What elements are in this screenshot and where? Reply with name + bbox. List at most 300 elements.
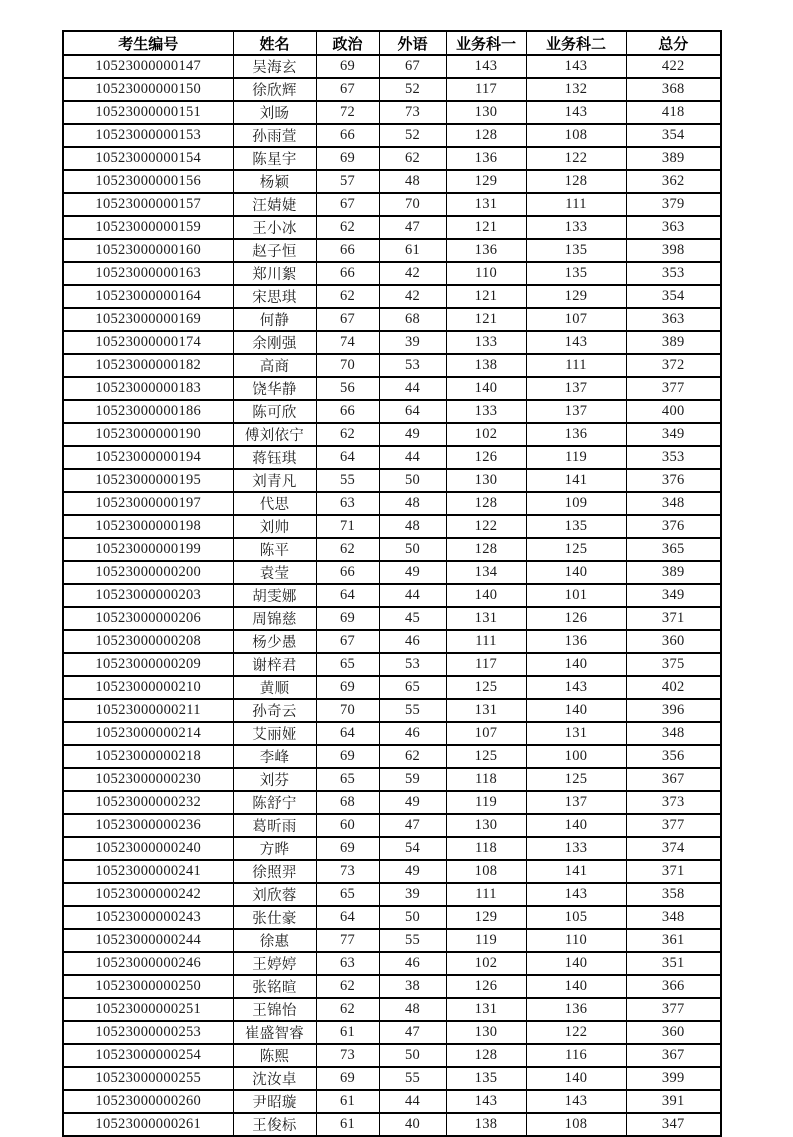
name-cell: 刘旸 <box>233 101 316 124</box>
candidate-id-cell: 10523000000169 <box>63 308 233 331</box>
politics-score-cell: 64 <box>316 446 379 469</box>
foreign-language-score-cell: 50 <box>379 538 446 561</box>
name-cell: 沈汝卓 <box>233 1067 316 1090</box>
name-cell: 郑川絮 <box>233 262 316 285</box>
table-row <box>63 170 721 193</box>
subject-two-score-cell: 129 <box>526 285 626 308</box>
subject-two-score-cell: 122 <box>526 147 626 170</box>
candidate-id-cell: 10523000000206 <box>63 607 233 630</box>
subject-one-score-cell: 140 <box>446 584 526 607</box>
total-score-cell: 422 <box>626 55 721 78</box>
column-header-subject-two: 业务科二 <box>526 31 626 55</box>
politics-score-cell: 74 <box>316 331 379 354</box>
table-row <box>63 975 721 998</box>
politics-score-cell: 60 <box>316 814 379 837</box>
subject-two-score-cell: 137 <box>526 377 626 400</box>
name-cell: 饶华静 <box>233 377 316 400</box>
candidate-id-cell: 10523000000255 <box>63 1067 233 1090</box>
politics-score-cell: 62 <box>316 216 379 239</box>
candidate-id-cell: 10523000000210 <box>63 676 233 699</box>
foreign-language-score-cell: 50 <box>379 906 446 929</box>
table-header <box>63 31 721 55</box>
subject-one-score-cell: 128 <box>446 124 526 147</box>
foreign-language-score-cell: 47 <box>379 814 446 837</box>
politics-score-cell: 69 <box>316 147 379 170</box>
subject-two-score-cell: 140 <box>526 814 626 837</box>
candidate-id-cell: 10523000000211 <box>63 699 233 722</box>
total-score-cell: 348 <box>626 492 721 515</box>
candidate-id-cell: 10523000000150 <box>63 78 233 101</box>
total-score-cell: 379 <box>626 193 721 216</box>
total-score-cell: 396 <box>626 699 721 722</box>
subject-two-score-cell: 107 <box>526 308 626 331</box>
name-cell: 何静 <box>233 308 316 331</box>
politics-score-cell: 66 <box>316 262 379 285</box>
name-cell: 宋思琪 <box>233 285 316 308</box>
total-score-cell: 365 <box>626 538 721 561</box>
candidate-id-cell: 10523000000250 <box>63 975 233 998</box>
subject-two-score-cell: 119 <box>526 446 626 469</box>
foreign-language-score-cell: 49 <box>379 791 446 814</box>
subject-two-score-cell: 136 <box>526 423 626 446</box>
foreign-language-score-cell: 49 <box>379 860 446 883</box>
politics-score-cell: 64 <box>316 722 379 745</box>
subject-one-score-cell: 135 <box>446 1067 526 1090</box>
table-row <box>63 239 721 262</box>
total-score-cell: 360 <box>626 1021 721 1044</box>
name-cell: 胡雯娜 <box>233 584 316 607</box>
total-score-cell: 366 <box>626 975 721 998</box>
subject-two-score-cell: 125 <box>526 768 626 791</box>
politics-score-cell: 73 <box>316 1044 379 1067</box>
column-header-politics: 政治 <box>316 31 379 55</box>
subject-one-score-cell: 130 <box>446 101 526 124</box>
candidate-id-cell: 10523000000160 <box>63 239 233 262</box>
column-header-name: 姓名 <box>233 31 316 55</box>
politics-score-cell: 62 <box>316 423 379 446</box>
subject-one-score-cell: 108 <box>446 860 526 883</box>
subject-two-score-cell: 109 <box>526 492 626 515</box>
total-score-cell: 376 <box>626 515 721 538</box>
total-score-cell: 367 <box>626 768 721 791</box>
subject-one-score-cell: 121 <box>446 216 526 239</box>
total-score-cell: 349 <box>626 423 721 446</box>
table-row <box>63 147 721 170</box>
name-cell: 方晔 <box>233 837 316 860</box>
column-header-subject-one: 业务科一 <box>446 31 526 55</box>
subject-one-score-cell: 119 <box>446 929 526 952</box>
politics-score-cell: 63 <box>316 952 379 975</box>
table-row <box>63 101 721 124</box>
subject-two-score-cell: 108 <box>526 124 626 147</box>
subject-two-score-cell: 108 <box>526 1113 626 1136</box>
politics-score-cell: 62 <box>316 975 379 998</box>
subject-two-score-cell: 143 <box>526 1090 626 1113</box>
name-cell: 徐照羿 <box>233 860 316 883</box>
table-row <box>63 515 721 538</box>
subject-one-score-cell: 131 <box>446 699 526 722</box>
foreign-language-score-cell: 48 <box>379 998 446 1021</box>
foreign-language-score-cell: 48 <box>379 170 446 193</box>
foreign-language-score-cell: 45 <box>379 607 446 630</box>
foreign-language-score-cell: 46 <box>379 952 446 975</box>
candidate-id-cell: 10523000000199 <box>63 538 233 561</box>
name-cell: 周锦慈 <box>233 607 316 630</box>
foreign-language-score-cell: 67 <box>379 55 446 78</box>
name-cell: 孙雨萱 <box>233 124 316 147</box>
table-row <box>63 860 721 883</box>
table-row <box>63 78 721 101</box>
subject-one-score-cell: 130 <box>446 1021 526 1044</box>
candidate-id-cell: 10523000000253 <box>63 1021 233 1044</box>
total-score-cell: 373 <box>626 791 721 814</box>
table-row <box>63 584 721 607</box>
total-score-cell: 358 <box>626 883 721 906</box>
politics-score-cell: 69 <box>316 837 379 860</box>
subject-two-score-cell: 133 <box>526 216 626 239</box>
politics-score-cell: 70 <box>316 354 379 377</box>
table-row <box>63 1021 721 1044</box>
subject-two-score-cell: 101 <box>526 584 626 607</box>
total-score-cell: 363 <box>626 216 721 239</box>
candidate-id-cell: 10523000000190 <box>63 423 233 446</box>
politics-score-cell: 61 <box>316 1113 379 1136</box>
politics-score-cell: 68 <box>316 791 379 814</box>
name-cell: 陈舒宁 <box>233 791 316 814</box>
candidate-id-cell: 10523000000246 <box>63 952 233 975</box>
table-row <box>63 998 721 1021</box>
politics-score-cell: 66 <box>316 400 379 423</box>
total-score-cell: 347 <box>626 1113 721 1136</box>
subject-one-score-cell: 131 <box>446 998 526 1021</box>
name-cell: 徐欣辉 <box>233 78 316 101</box>
foreign-language-score-cell: 52 <box>379 78 446 101</box>
name-cell: 崔盛智睿 <box>233 1021 316 1044</box>
total-score-cell: 354 <box>626 124 721 147</box>
candidate-id-cell: 10523000000209 <box>63 653 233 676</box>
subject-two-score-cell: 143 <box>526 55 626 78</box>
subject-one-score-cell: 117 <box>446 78 526 101</box>
total-score-cell: 371 <box>626 860 721 883</box>
politics-score-cell: 62 <box>316 285 379 308</box>
name-cell: 余刚强 <box>233 331 316 354</box>
subject-two-score-cell: 137 <box>526 791 626 814</box>
candidate-id-cell: 10523000000203 <box>63 584 233 607</box>
table-row <box>63 676 721 699</box>
subject-two-score-cell: 128 <box>526 170 626 193</box>
candidate-id-cell: 10523000000194 <box>63 446 233 469</box>
total-score-cell: 360 <box>626 630 721 653</box>
foreign-language-score-cell: 64 <box>379 400 446 423</box>
subject-two-score-cell: 137 <box>526 400 626 423</box>
total-score-cell: 377 <box>626 377 721 400</box>
subject-one-score-cell: 133 <box>446 400 526 423</box>
name-cell: 葛昕雨 <box>233 814 316 837</box>
foreign-language-score-cell: 47 <box>379 216 446 239</box>
total-score-cell: 374 <box>626 837 721 860</box>
name-cell: 黄顺 <box>233 676 316 699</box>
foreign-language-score-cell: 73 <box>379 101 446 124</box>
foreign-language-score-cell: 62 <box>379 147 446 170</box>
subject-one-score-cell: 136 <box>446 239 526 262</box>
name-cell: 徐惠 <box>233 929 316 952</box>
total-score-cell: 348 <box>626 722 721 745</box>
subject-two-score-cell: 140 <box>526 975 626 998</box>
subject-one-score-cell: 111 <box>446 883 526 906</box>
subject-one-score-cell: 118 <box>446 768 526 791</box>
foreign-language-score-cell: 44 <box>379 446 446 469</box>
subject-one-score-cell: 129 <box>446 906 526 929</box>
name-cell: 陈星宇 <box>233 147 316 170</box>
subject-one-score-cell: 130 <box>446 469 526 492</box>
subject-one-score-cell: 102 <box>446 423 526 446</box>
score-table <box>62 30 722 1137</box>
candidate-id-cell: 10523000000200 <box>63 561 233 584</box>
subject-one-score-cell: 128 <box>446 492 526 515</box>
subject-two-score-cell: 133 <box>526 837 626 860</box>
candidate-id-cell: 10523000000240 <box>63 837 233 860</box>
politics-score-cell: 66 <box>316 124 379 147</box>
politics-score-cell: 69 <box>316 1067 379 1090</box>
total-score-cell: 376 <box>626 469 721 492</box>
candidate-id-cell: 10523000000163 <box>63 262 233 285</box>
foreign-language-score-cell: 42 <box>379 262 446 285</box>
table-row <box>63 124 721 147</box>
subject-one-score-cell: 128 <box>446 1044 526 1067</box>
table-row <box>63 1044 721 1067</box>
total-score-cell: 398 <box>626 239 721 262</box>
candidate-id-cell: 10523000000159 <box>63 216 233 239</box>
politics-score-cell: 72 <box>316 101 379 124</box>
name-cell: 汪婧婕 <box>233 193 316 216</box>
subject-one-score-cell: 107 <box>446 722 526 745</box>
table-row <box>63 745 721 768</box>
candidate-id-cell: 10523000000254 <box>63 1044 233 1067</box>
candidate-id-cell: 10523000000208 <box>63 630 233 653</box>
table-row <box>63 607 721 630</box>
name-cell: 李峰 <box>233 745 316 768</box>
candidate-id-cell: 10523000000198 <box>63 515 233 538</box>
candidate-id-cell: 10523000000195 <box>63 469 233 492</box>
total-score-cell: 354 <box>626 285 721 308</box>
subject-two-score-cell: 143 <box>526 331 626 354</box>
table-row <box>63 837 721 860</box>
name-cell: 王小冰 <box>233 216 316 239</box>
table-row <box>63 308 721 331</box>
subject-one-score-cell: 122 <box>446 515 526 538</box>
candidate-id-cell: 10523000000186 <box>63 400 233 423</box>
subject-two-score-cell: 141 <box>526 469 626 492</box>
total-score-cell: 402 <box>626 676 721 699</box>
subject-one-score-cell: 129 <box>446 170 526 193</box>
politics-score-cell: 61 <box>316 1021 379 1044</box>
subject-two-score-cell: 135 <box>526 239 626 262</box>
foreign-language-score-cell: 70 <box>379 193 446 216</box>
total-score-cell: 389 <box>626 331 721 354</box>
candidate-id-cell: 10523000000261 <box>63 1113 233 1136</box>
candidate-id-cell: 10523000000147 <box>63 55 233 78</box>
subject-two-score-cell: 135 <box>526 515 626 538</box>
politics-score-cell: 77 <box>316 929 379 952</box>
total-score-cell: 377 <box>626 814 721 837</box>
name-cell: 张仕豪 <box>233 906 316 929</box>
table-row <box>63 216 721 239</box>
total-score-cell: 353 <box>626 446 721 469</box>
foreign-language-score-cell: 59 <box>379 768 446 791</box>
table-row <box>63 722 721 745</box>
name-cell: 张铭暄 <box>233 975 316 998</box>
name-cell: 刘欣蓉 <box>233 883 316 906</box>
foreign-language-score-cell: 39 <box>379 883 446 906</box>
subject-two-score-cell: 140 <box>526 952 626 975</box>
politics-score-cell: 65 <box>316 768 379 791</box>
candidate-id-cell: 10523000000243 <box>63 906 233 929</box>
table-row <box>63 400 721 423</box>
subject-one-score-cell: 131 <box>446 607 526 630</box>
subject-one-score-cell: 138 <box>446 1113 526 1136</box>
candidate-id-cell: 10523000000260 <box>63 1090 233 1113</box>
name-cell: 孙奇云 <box>233 699 316 722</box>
politics-score-cell: 62 <box>316 998 379 1021</box>
subject-two-score-cell: 136 <box>526 998 626 1021</box>
table-row <box>63 446 721 469</box>
total-score-cell: 372 <box>626 354 721 377</box>
foreign-language-score-cell: 44 <box>379 377 446 400</box>
politics-score-cell: 56 <box>316 377 379 400</box>
table-row <box>63 1090 721 1113</box>
table-row <box>63 906 721 929</box>
name-cell: 陈平 <box>233 538 316 561</box>
subject-one-score-cell: 126 <box>446 975 526 998</box>
total-score-cell: 377 <box>626 998 721 1021</box>
foreign-language-score-cell: 46 <box>379 722 446 745</box>
politics-score-cell: 64 <box>316 906 379 929</box>
total-score-cell: 399 <box>626 1067 721 1090</box>
table-row <box>63 929 721 952</box>
subject-one-score-cell: 125 <box>446 676 526 699</box>
total-score-cell: 371 <box>626 607 721 630</box>
foreign-language-score-cell: 48 <box>379 492 446 515</box>
foreign-language-score-cell: 65 <box>379 676 446 699</box>
total-score-cell: 351 <box>626 952 721 975</box>
total-score-cell: 349 <box>626 584 721 607</box>
politics-score-cell: 65 <box>316 653 379 676</box>
name-cell: 赵子恒 <box>233 239 316 262</box>
subject-two-score-cell: 143 <box>526 676 626 699</box>
table-row <box>63 561 721 584</box>
politics-score-cell: 55 <box>316 469 379 492</box>
total-score-cell: 367 <box>626 1044 721 1067</box>
subject-two-score-cell: 136 <box>526 630 626 653</box>
foreign-language-score-cell: 52 <box>379 124 446 147</box>
foreign-language-score-cell: 55 <box>379 929 446 952</box>
subject-two-score-cell: 111 <box>526 193 626 216</box>
candidate-id-cell: 10523000000232 <box>63 791 233 814</box>
name-cell: 陈可欣 <box>233 400 316 423</box>
foreign-language-score-cell: 53 <box>379 653 446 676</box>
table-row <box>63 262 721 285</box>
name-cell: 刘帅 <box>233 515 316 538</box>
foreign-language-score-cell: 44 <box>379 584 446 607</box>
column-header-foreign-language: 外语 <box>379 31 446 55</box>
politics-score-cell: 67 <box>316 308 379 331</box>
name-cell: 王婷婷 <box>233 952 316 975</box>
total-score-cell: 363 <box>626 308 721 331</box>
total-score-cell: 361 <box>626 929 721 952</box>
candidate-id-cell: 10523000000214 <box>63 722 233 745</box>
candidate-id-cell: 10523000000230 <box>63 768 233 791</box>
subject-one-score-cell: 130 <box>446 814 526 837</box>
subject-two-score-cell: 141 <box>526 860 626 883</box>
name-cell: 蒋钰琪 <box>233 446 316 469</box>
total-score-cell: 391 <box>626 1090 721 1113</box>
name-cell: 杨少愚 <box>233 630 316 653</box>
subject-two-score-cell: 135 <box>526 262 626 285</box>
candidate-id-cell: 10523000000244 <box>63 929 233 952</box>
name-cell: 艾丽娅 <box>233 722 316 745</box>
subject-two-score-cell: 125 <box>526 538 626 561</box>
subject-one-score-cell: 136 <box>446 147 526 170</box>
table-row <box>63 55 721 78</box>
subject-one-score-cell: 111 <box>446 630 526 653</box>
candidate-id-cell: 10523000000218 <box>63 745 233 768</box>
subject-one-score-cell: 121 <box>446 308 526 331</box>
foreign-language-score-cell: 48 <box>379 515 446 538</box>
name-cell: 傅刘依宁 <box>233 423 316 446</box>
politics-score-cell: 69 <box>316 607 379 630</box>
table-row <box>63 331 721 354</box>
politics-score-cell: 67 <box>316 630 379 653</box>
subject-one-score-cell: 131 <box>446 193 526 216</box>
subject-one-score-cell: 118 <box>446 837 526 860</box>
politics-score-cell: 61 <box>316 1090 379 1113</box>
name-cell: 谢梓君 <box>233 653 316 676</box>
table-row <box>63 630 721 653</box>
table-row <box>63 423 721 446</box>
politics-score-cell: 65 <box>316 883 379 906</box>
subject-one-score-cell: 140 <box>446 377 526 400</box>
subject-two-score-cell: 140 <box>526 653 626 676</box>
foreign-language-score-cell: 54 <box>379 837 446 860</box>
table-row <box>63 768 721 791</box>
subject-one-score-cell: 121 <box>446 285 526 308</box>
foreign-language-score-cell: 61 <box>379 239 446 262</box>
name-cell: 王锦怡 <box>233 998 316 1021</box>
subject-two-score-cell: 105 <box>526 906 626 929</box>
politics-score-cell: 73 <box>316 860 379 883</box>
table-row <box>63 377 721 400</box>
subject-one-score-cell: 117 <box>446 653 526 676</box>
subject-two-score-cell: 132 <box>526 78 626 101</box>
total-score-cell: 375 <box>626 653 721 676</box>
name-cell: 代思 <box>233 492 316 515</box>
foreign-language-score-cell: 49 <box>379 561 446 584</box>
subject-one-score-cell: 134 <box>446 561 526 584</box>
table-row <box>63 1067 721 1090</box>
foreign-language-score-cell: 47 <box>379 1021 446 1044</box>
subject-two-score-cell: 122 <box>526 1021 626 1044</box>
candidate-id-cell: 10523000000241 <box>63 860 233 883</box>
table-row <box>63 883 721 906</box>
name-cell: 吴海玄 <box>233 55 316 78</box>
candidate-id-cell: 10523000000157 <box>63 193 233 216</box>
politics-score-cell: 71 <box>316 515 379 538</box>
candidate-id-cell: 10523000000164 <box>63 285 233 308</box>
table-body <box>63 55 721 1136</box>
subject-one-score-cell: 143 <box>446 1090 526 1113</box>
table-row <box>63 193 721 216</box>
foreign-language-score-cell: 53 <box>379 354 446 377</box>
